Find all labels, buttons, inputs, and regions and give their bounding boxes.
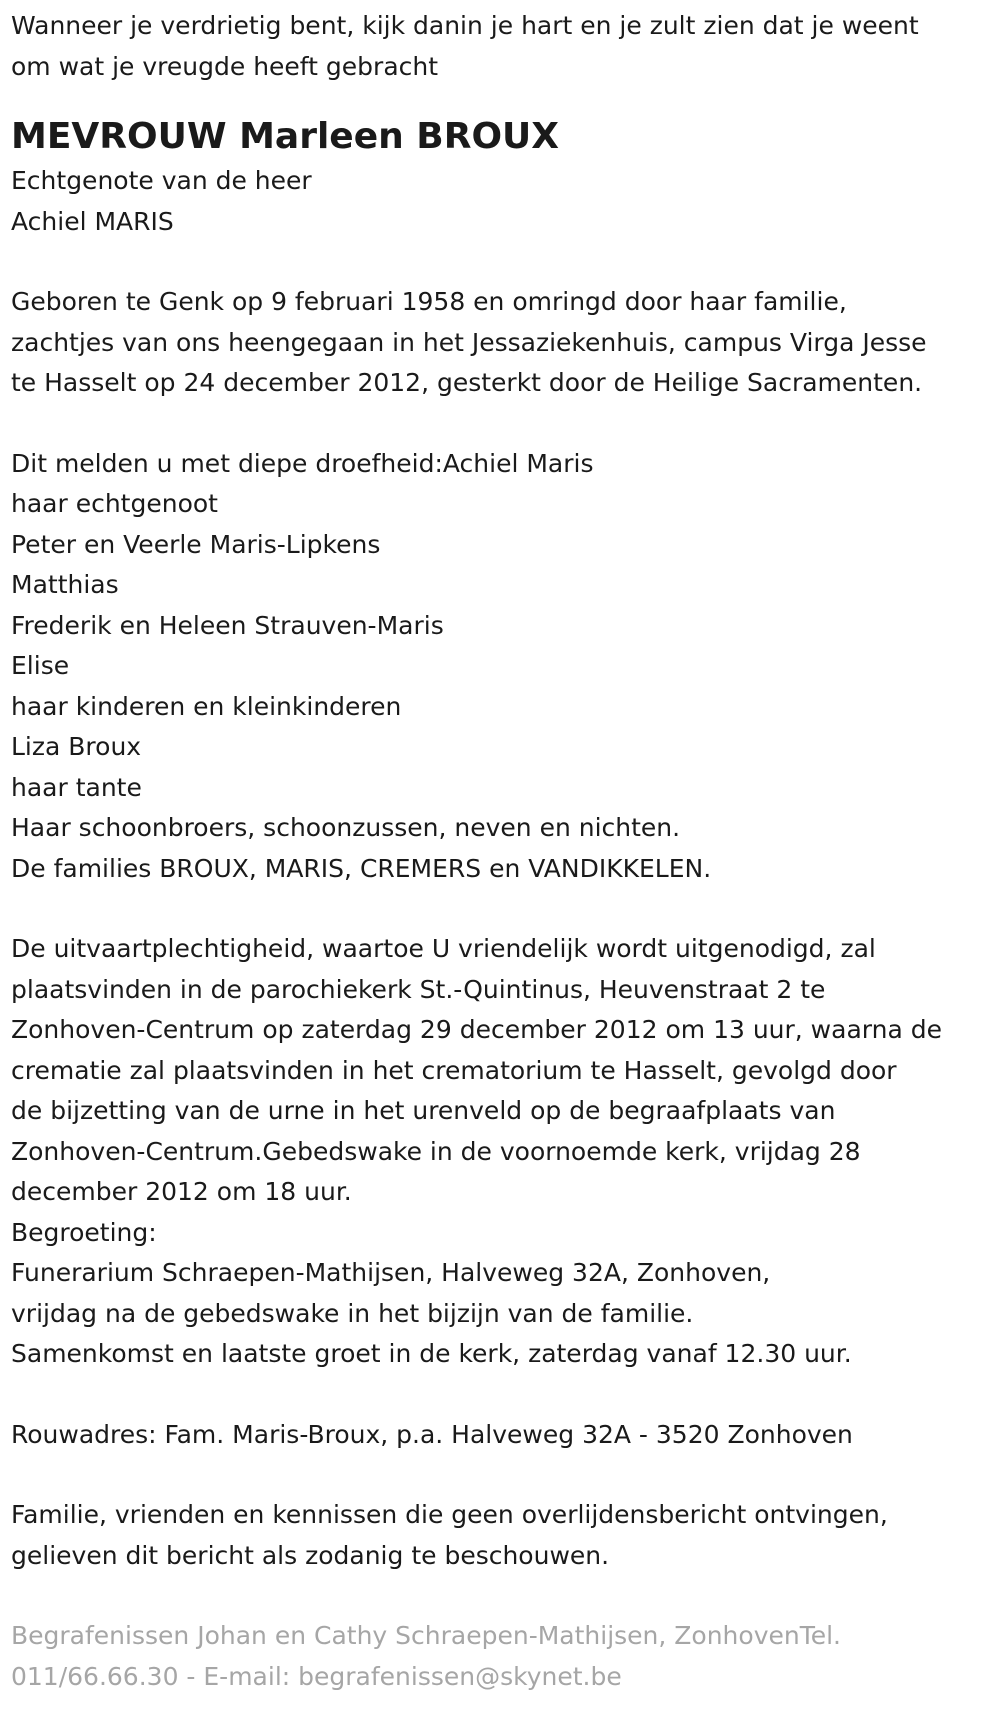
ceremony-line: plaatsvinden in de parochiekerk St.-Quintinus, Heuvenstraat 2 te xyxy=(11,974,826,1004)
address-line: Rouwadres: Fam. Maris-Broux, p.a. Halveweg 32A - 3520 Zonhoven xyxy=(11,1419,853,1449)
ceremony-line: Zonhoven-Centrum op zaterdag 29 december 2012 om 13 uur, waarna de xyxy=(11,1015,942,1044)
spouse-line: Achiel MARIS xyxy=(11,206,174,236)
spouse-info xyxy=(11,161,989,242)
mourner-line: haar kinderen en kleinkinderen xyxy=(11,691,402,721)
notice-line: Familie, vrienden en kennissen die geen overlijdensbericht ontvingen, xyxy=(11,1500,888,1529)
ceremony-line: Samenkomst en laatste groet in de kerk, zaterdag vanaf 12.30 uur. xyxy=(11,1339,852,1368)
footer-line: Begrafenissen Johan en Cathy Schraepen-Mathijsen, ZonhovenTel. xyxy=(11,1621,842,1650)
notice-line: gelieven dit bericht als zodanig te beschouwen. xyxy=(11,1540,610,1570)
birth-death-line: zachtjes van ons heengegaan in het Jessaziekenhuis, campus Virga Jesse xyxy=(11,327,927,357)
mourner-line: Matthias xyxy=(11,570,119,599)
mourner-line: haar echtgenoot xyxy=(11,489,218,518)
quote-line: Wanneer je verdrietig bent, kijk danin je hart en je zult zien dat je weent xyxy=(11,11,919,40)
mourner-line: De families BROUX, MARIS, CREMERS en VANDIKKELEN. xyxy=(11,853,712,883)
birth-death-line: te Hasselt op 24 december 2012, gesterkt door de Heilige Sacramenten. xyxy=(11,368,923,397)
funeral-director-footer xyxy=(11,1616,989,1697)
ceremony-line: Begroeting: xyxy=(11,1217,157,1247)
spouse-line: Echtgenote van de heer xyxy=(11,166,312,195)
ceremony-line: vrijdag na de gebedswake in het bijzijn van de familie. xyxy=(11,1298,694,1328)
birth-death-info xyxy=(11,282,989,404)
ceremony-line: crematie zal plaatsvinden in het crematorium te Hasselt, gevolgd door xyxy=(11,1055,897,1085)
ceremony-line: Funerarium Schraepen-Mathijsen, Halveweg 32A, Zonhoven, xyxy=(11,1258,771,1287)
mourners-list xyxy=(11,444,989,890)
birth-death-line: Geboren te Genk op 9 februari 1958 en omringd door haar familie, xyxy=(11,287,847,316)
mourner-line: Elise xyxy=(11,651,70,680)
notice xyxy=(11,1495,989,1576)
ceremony-line: december 2012 om 18 uur. xyxy=(11,1177,352,1206)
mourner-line: haar tante xyxy=(11,772,142,802)
deceased-name: MEVROUW Marleen BROUX xyxy=(11,116,560,157)
mourning-address xyxy=(11,1415,989,1456)
opening-quote xyxy=(11,6,989,87)
mourner-line: Haar schoonbroers, schoonzussen, neven en nichten. xyxy=(11,813,681,842)
ceremony-info xyxy=(11,929,989,1375)
ceremony-line: Zonhoven-Centrum.Gebedswake in de voornoemde kerk, vrijdag 28 xyxy=(11,1136,861,1166)
mourner-line: Dit melden u met diepe droefheid:Achiel Maris xyxy=(11,448,594,478)
footer-line: 011/66.66.30 - E-mail: begrafenissen@skynet.be xyxy=(11,1661,622,1691)
mourner-line: Peter en Veerle Maris-Lipkens xyxy=(11,529,381,559)
quote-line: om wat je vreugde heeft gebracht xyxy=(11,51,439,81)
mourner-line: Frederik en Heleen Strauven-Maris xyxy=(11,610,444,640)
ceremony-line: De uitvaartplechtigheid, waartoe U vriendelijk wordt uitgenodigd, zal xyxy=(11,934,876,963)
ceremony-line: de bijzetting van de urne in het urenveld op de begraafplaats van xyxy=(11,1096,836,1125)
mourner-line: Liza Broux xyxy=(11,732,142,761)
